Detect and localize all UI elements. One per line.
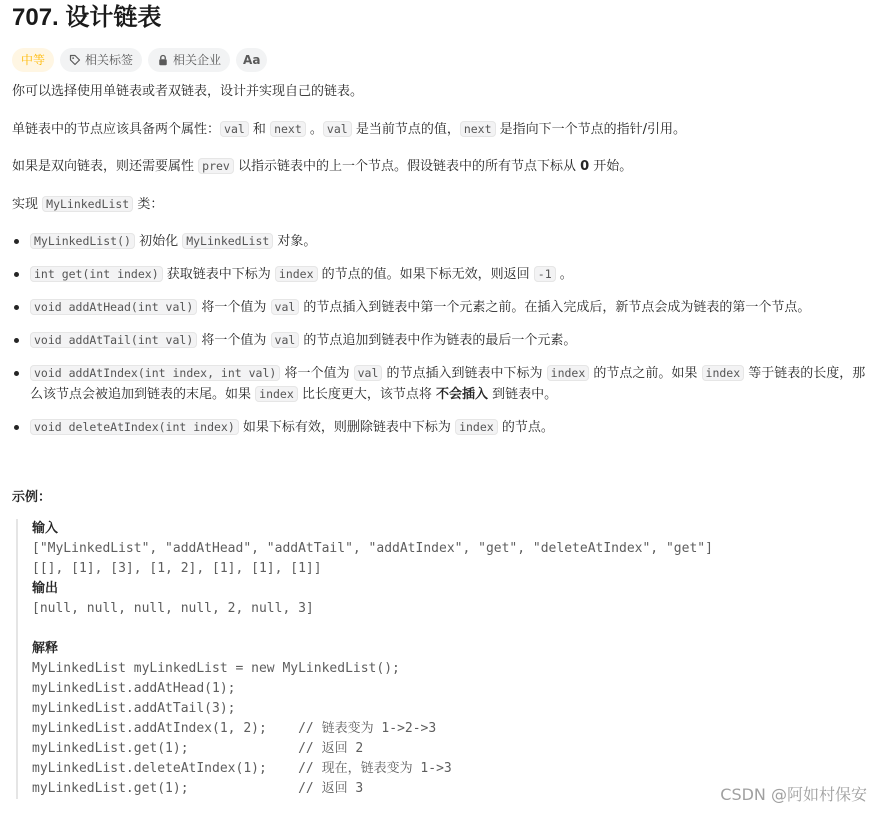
- inline-code: index: [455, 419, 498, 435]
- bold-text: 不会插入: [436, 387, 489, 402]
- inline-code: val: [220, 121, 249, 137]
- inline-code: MyLinkedList: [182, 233, 273, 249]
- inline-code: val: [354, 365, 383, 381]
- description-doubly-linked: [12, 156, 869, 177]
- bold-text: 0: [580, 159, 590, 174]
- input-line-1: ["MyLinkedList", "addAtHead", "addAtTail", "addAtIndex", "get", "deleteAtIndex", "get"]: [32, 541, 713, 556]
- text-segment: 将一个值为: [197, 300, 271, 315]
- text-segment: 实现: [12, 197, 43, 212]
- input-label: 输入: [32, 521, 59, 536]
- output-line: [null, null, null, null, 2, null, 3]: [32, 601, 314, 616]
- text-segment: 是当前节点的值，: [351, 122, 460, 137]
- text-segment: 到链表中。: [488, 387, 558, 402]
- method-list: [12, 231, 869, 438]
- text-segment: 比长度更大，该节点将: [297, 387, 437, 402]
- watermark: CSDN @阿如村保安: [720, 785, 867, 804]
- text-segment: 开始。: [589, 159, 633, 174]
- method-item: [12, 417, 869, 438]
- text-segment: 获取链表中下标为: [162, 267, 275, 282]
- font-size-button[interactable]: [236, 48, 267, 72]
- text-segment: 的节点之前。如果: [589, 366, 702, 381]
- method-item: [12, 330, 869, 351]
- text-segment: 的节点追加到链表中作为链表的最后一个元素。: [299, 333, 577, 348]
- text-segment: 如果下标有效，则删除链表中下标为: [238, 420, 456, 435]
- tag-icon: [69, 54, 81, 66]
- description-intro: 你可以选择使用单链表或者双链表，设计并实现自己的链表。: [12, 84, 364, 99]
- text-segment: 单链表中的节点应该具备两个属性：: [12, 122, 221, 137]
- inline-code: index: [547, 365, 590, 381]
- example-block: [16, 519, 869, 799]
- text-segment: 的节点插入到链表中下标为: [382, 366, 547, 381]
- method-item: [12, 231, 869, 252]
- explain-code-line: myLinkedList.get(1); // 返回 3: [32, 781, 364, 796]
- inline-code: val: [271, 299, 300, 315]
- related-companies-button[interactable]: [148, 48, 230, 72]
- explain-code-line: myLinkedList.addAtIndex(1, 2); // 链表变为 1->2->3: [32, 721, 437, 736]
- inline-code: -1: [534, 266, 556, 282]
- text-segment: 的节点的值。如果下标无效，则返回: [317, 267, 534, 282]
- lock-icon: [157, 54, 169, 66]
- problem-title: 707. 设计链表: [12, 4, 162, 31]
- description-node-attributes: [12, 119, 869, 140]
- related-topics-label: 相关标签: [85, 53, 134, 67]
- inline-code: val: [323, 121, 352, 137]
- inline-code: MyLinkedList(): [30, 233, 135, 249]
- inline-code: void addAtIndex(int index, int val): [30, 365, 280, 381]
- example-heading: 示例：: [12, 490, 52, 505]
- text-segment: 如果是双向链表，则还需要属性: [12, 159, 199, 174]
- explain-code-line: myLinkedList.addAtHead(1);: [32, 681, 236, 696]
- explain-code-line: myLinkedList.get(1); // 返回 2: [32, 741, 364, 756]
- input-line-2: [[], [1], [3], [1, 2], [1], [1], [1]]: [32, 561, 322, 576]
- related-companies-label: 相关企业: [173, 53, 222, 67]
- method-item: [12, 264, 869, 285]
- inline-code: int get(int index): [30, 266, 163, 282]
- inline-code: next: [270, 121, 306, 137]
- text-segment: 将一个值为: [280, 366, 354, 381]
- method-item: [12, 363, 869, 405]
- text-segment: 以指示链表中的上一个节点。假设链表中的所有节点下标从: [233, 159, 581, 174]
- inline-code: void addAtHead(int val): [30, 299, 197, 315]
- inline-code: index: [275, 266, 318, 282]
- text-segment: 类：: [133, 197, 164, 212]
- text-segment: 的节点。: [497, 420, 554, 435]
- inline-code: next: [460, 121, 496, 137]
- inline-code: prev: [198, 158, 234, 174]
- font-icon: Aa: [243, 53, 261, 67]
- explain-code-line: myLinkedList.deleteAtIndex(1); // 现在，链表变为 1->3: [32, 761, 452, 776]
- difficulty-badge[interactable]: [12, 48, 54, 72]
- explain-code-line: myLinkedList.addAtTail(3);: [32, 701, 236, 716]
- text-segment: 对象。: [273, 234, 317, 249]
- description-implement: [12, 194, 869, 215]
- text-segment: 是指向下一个节点的指针/引用。: [495, 122, 687, 137]
- inline-code: MyLinkedList: [42, 196, 133, 212]
- text-segment: 等于链表的长度，那么该节点会被追加到链表的末尾。如果: [30, 366, 866, 402]
- text-segment: 。: [305, 122, 323, 137]
- text-segment: 和: [248, 122, 271, 137]
- text-segment: 初始化: [134, 234, 183, 249]
- output-label: 输出: [32, 581, 59, 596]
- inline-code: val: [271, 332, 300, 348]
- inline-code: void deleteAtIndex(int index): [30, 419, 239, 435]
- difficulty-label: 中等: [21, 53, 46, 67]
- related-topics-button[interactable]: [60, 48, 142, 72]
- inline-code: index: [255, 386, 298, 402]
- tag-bar: [12, 48, 869, 72]
- text-segment: 的节点插入到链表中第一个元素之前。在插入完成后，新节点会成为链表的第一个节点。: [299, 300, 811, 315]
- explain-label: 解释: [32, 641, 59, 656]
- inline-code: void addAtTail(int val): [30, 332, 197, 348]
- inline-code: index: [702, 365, 745, 381]
- explain-code-line: MyLinkedList myLinkedList = new MyLinkedList();: [32, 661, 400, 676]
- text-segment: 将一个值为: [197, 333, 271, 348]
- text-segment: 。: [555, 267, 573, 282]
- method-item: [12, 297, 869, 318]
